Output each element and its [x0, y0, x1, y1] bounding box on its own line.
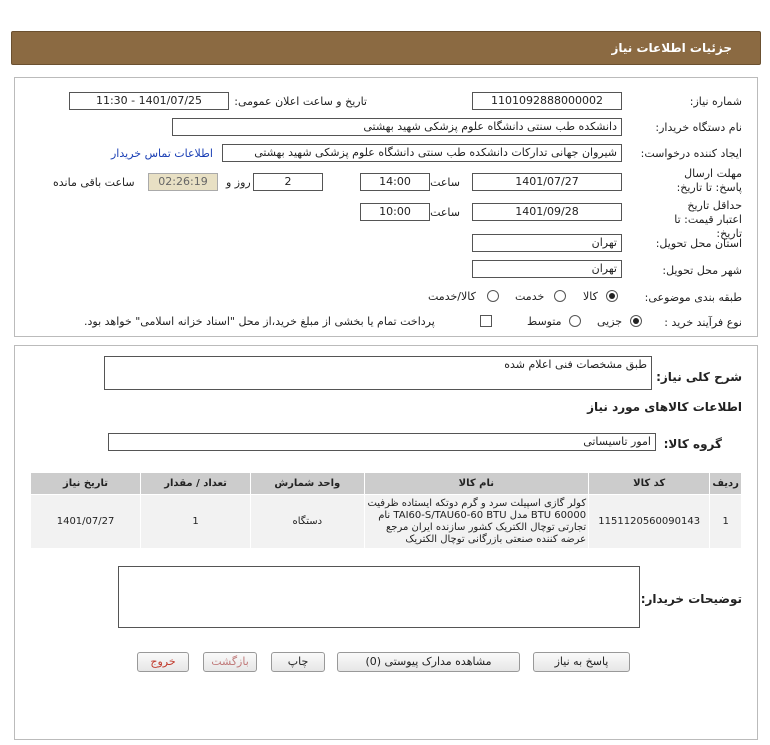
- process-label: نوع فرآیند خرید :: [664, 316, 742, 329]
- summary-field: طبق مشخصات فنی اعلام شده: [104, 356, 652, 390]
- city-label: شهر محل تحویل:: [662, 264, 742, 277]
- need-number-label: شماره نیاز:: [689, 95, 742, 108]
- cell-date: 1401/07/27: [31, 495, 141, 549]
- category-service-label: خدمت: [515, 290, 545, 303]
- validity-time-label: ساعت: [430, 206, 460, 219]
- cell-unit: دستگاه: [251, 495, 364, 549]
- need-number-field: 1101092888000002: [472, 92, 622, 110]
- print-button[interactable]: چاپ: [271, 652, 325, 672]
- process-minor-radio[interactable]: [630, 315, 642, 327]
- days-label: روز و: [226, 176, 251, 189]
- deadline-time-label: ساعت: [430, 176, 460, 189]
- col-date-header: تاریخ نیاز: [31, 473, 141, 495]
- category-goods-label: کالا: [583, 290, 598, 303]
- process-medium-radio[interactable]: [569, 315, 581, 327]
- days-field: 2: [253, 173, 323, 191]
- province-label: استان محل تحویل:: [655, 237, 742, 250]
- validity-label: حداقل تاریخ اعتبار قیمت: تا تاریخ:: [674, 199, 742, 240]
- category-label: طبقه بندی موضوعی:: [644, 291, 742, 304]
- col-unit-header: واحد شمارش: [251, 473, 364, 495]
- deadline-label: مهلت ارسال پاسخ: تا تاریخ:: [676, 167, 742, 194]
- treasury-payment-checkbox[interactable]: [480, 315, 492, 327]
- validity-date-field: 1401/09/28: [472, 203, 622, 221]
- summary-label: شرح کلی نیاز:: [656, 370, 742, 384]
- treasury-payment-note: پرداخت تمام یا بخشی از مبلغ خرید،از محل "اسناد خزانه اسلامی" خواهد بود.: [84, 315, 435, 328]
- table-row: [31, 495, 742, 549]
- goods-info-title: اطلاعات کالاهای مورد نیاز: [587, 400, 742, 414]
- page-title: جزئیات اطلاعات نیاز: [611, 41, 732, 55]
- exit-button[interactable]: خروج: [137, 652, 189, 672]
- back-button[interactable]: بازگشت: [203, 652, 257, 672]
- category-goods-service-label: کالا/خدمت: [428, 290, 476, 303]
- announce-label: تاریخ و ساعت اعلان عمومی:: [234, 95, 367, 108]
- buyer-org-label: نام دستگاه خریدار:: [655, 121, 742, 134]
- deadline-time-field: 14:00: [360, 173, 430, 191]
- category-goods-radio[interactable]: [606, 290, 618, 302]
- goods-group-field: امور تاسیساتی: [108, 433, 656, 451]
- process-medium-label: متوسط: [527, 315, 562, 328]
- cell-code: 1151120560090143: [589, 495, 710, 549]
- cell-row: 1: [710, 495, 742, 549]
- buyer-org-field: دانشکده طب سنتی دانشگاه علوم پزشکی شهید بهشتی: [172, 118, 622, 136]
- page-header: [11, 31, 761, 65]
- deadline-date-field: 1401/07/27: [472, 173, 622, 191]
- view-attachments-button[interactable]: مشاهده مدارک پیوستی (0): [337, 652, 520, 672]
- buyer-notes-field: [118, 566, 640, 628]
- col-row-header: ردیف: [710, 473, 742, 495]
- reply-button[interactable]: پاسخ به نیاز: [533, 652, 630, 672]
- remaining-label: ساعت باقی مانده: [53, 176, 135, 189]
- process-minor-label: جزیی: [597, 315, 623, 328]
- cell-qty: 1: [141, 495, 251, 549]
- col-name-header: نام کالا: [364, 473, 589, 495]
- goods-table: [30, 472, 742, 549]
- col-qty-header: تعداد / مقدار: [141, 473, 251, 495]
- province-field: تهران: [472, 234, 622, 252]
- col-code-header: کد کالا: [589, 473, 710, 495]
- buyer-contact-link[interactable]: اطلاعات تماس خریدار: [111, 147, 213, 160]
- announce-field: 1401/07/25 - 11:30: [69, 92, 229, 110]
- remaining-timer: 02:26:19: [148, 173, 218, 191]
- goods-group-label: گروه کالا:: [663, 437, 722, 451]
- category-service-radio[interactable]: [554, 290, 566, 302]
- requester-field: شیروان جهانی تدارکات دانشکده طب سنتی دانشگاه علوم پزشکی شهید بهشتی: [222, 144, 622, 162]
- validity-time-field: 10:00: [360, 203, 430, 221]
- buyer-notes-label: توضیحات خریدار:: [640, 592, 742, 606]
- cell-name: کولر گازی اسپیلت سرد و گرم دوتکه ایستاده ظرفیت BTU 60000 مدل TAI60-S/TAU60-60 BTU نام تجارتی توچال الکتریک کشور سازنده ایران مرجع عرضه کننده صنعتی بازرگانی توچال الکتریک: [364, 495, 589, 549]
- city-field: تهران: [472, 260, 622, 278]
- requester-label: ایجاد کننده درخواست:: [640, 147, 742, 160]
- category-goods-service-radio[interactable]: [487, 290, 499, 302]
